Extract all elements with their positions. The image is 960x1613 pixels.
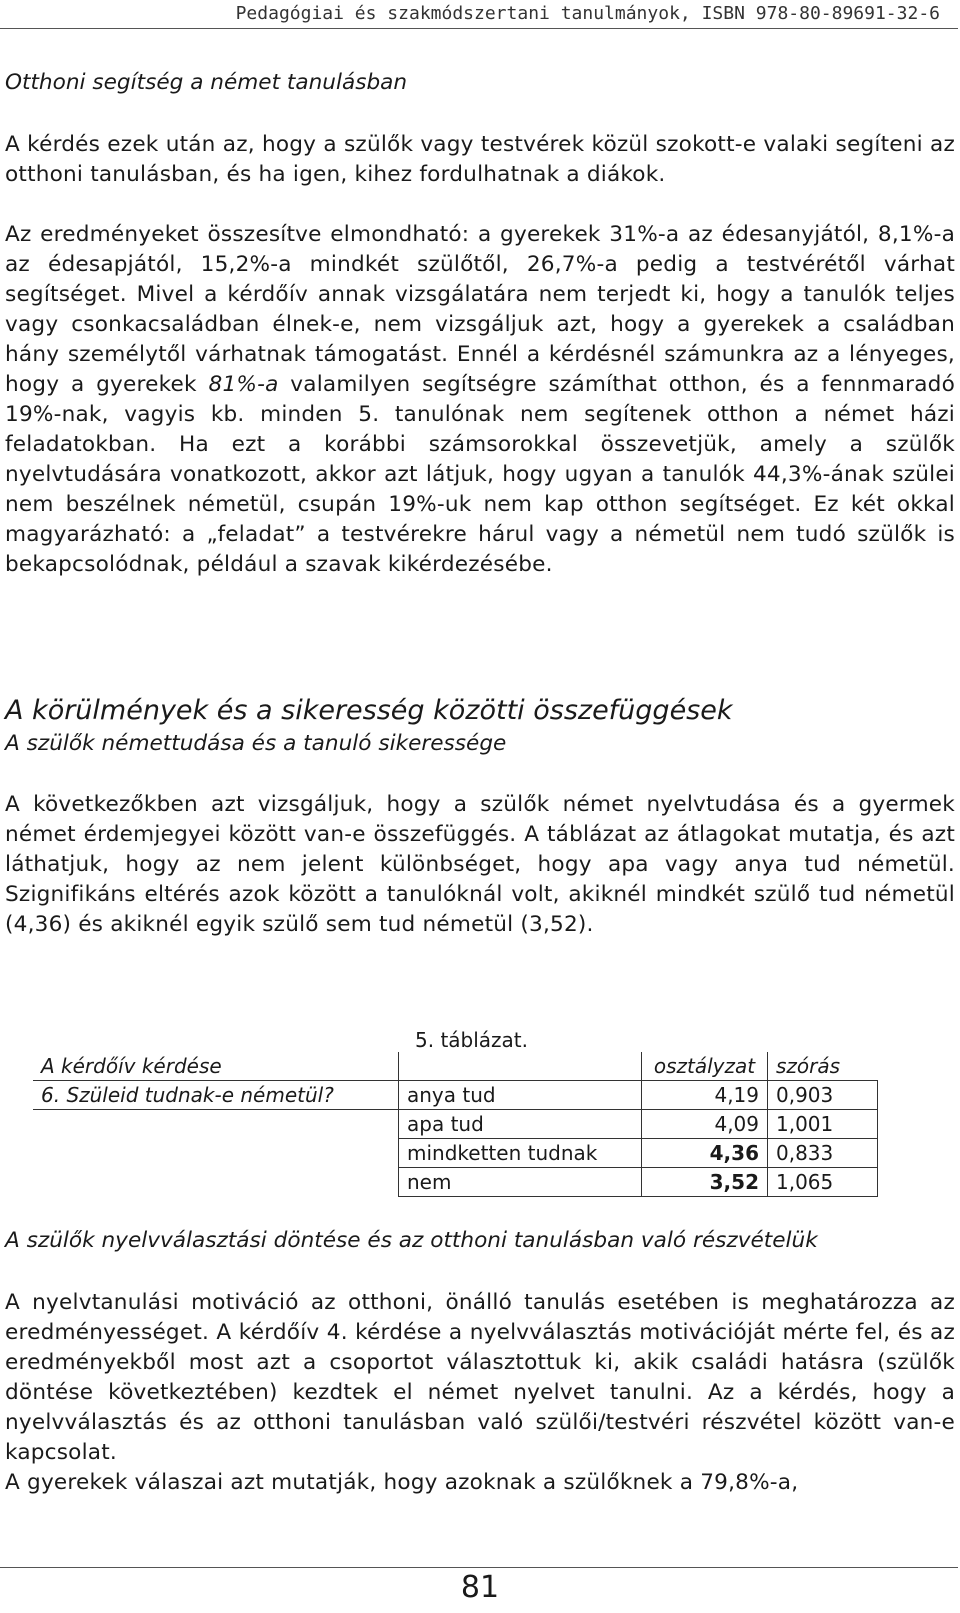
question-cell-empty: [33, 1168, 399, 1197]
paragraph-home-help-results: [5, 220, 955, 580]
header-question: A kérdőív kérdése: [33, 1052, 399, 1081]
row-grade: 4,09: [642, 1110, 768, 1139]
row-sd: 1,001: [768, 1110, 878, 1139]
row-label: anya tud: [399, 1081, 642, 1110]
header-divider: [0, 28, 958, 29]
question-cell: 6. Szüleid tudnak-e németül?: [33, 1081, 399, 1110]
header-grade: osztályzat: [642, 1052, 768, 1081]
table-row: [33, 1110, 878, 1139]
paragraph-home-help-question: A kérdés ezek után az, hogy a szülők vagy testvérek közül szokott-e valaki segíteni az otthoni tanulásban, és ha igen, kihez fordulhatnak a diákok.: [5, 132, 955, 187]
header-blank: [399, 1052, 642, 1081]
subsection-heading-parents-german: A szülők némettudása és a tanuló sikeressége: [5, 731, 507, 756]
table-row: [33, 1168, 878, 1197]
subsection-heading-language-choice: A szülők nyelvválasztási döntése és az otthoni tanulásban való részvételük: [5, 1228, 818, 1253]
page-number: 81: [460, 1570, 500, 1605]
row-sd: 1,065: [768, 1168, 878, 1197]
table-row: [33, 1139, 878, 1168]
grades-table: [33, 1052, 878, 1197]
footer-divider: [0, 1567, 958, 1568]
section-heading-circumstances: A körülmények és a sikeresség közötti összefüggések: [5, 695, 733, 726]
row-grade: 3,52: [642, 1168, 768, 1197]
section-title-home-help: Otthoni segítség a német tanulásban: [5, 70, 408, 95]
table-row: [33, 1081, 878, 1110]
table-caption: 5. táblázat.: [415, 1028, 528, 1052]
paragraph-language-choice-last-line: A gyerekek válaszai azt mutatják, hogy azoknak a szülőknek a 79,8%-a,: [5, 1470, 799, 1495]
row-label: mindketten tudnak: [399, 1139, 642, 1168]
running-title: Pedagógiai és szakmódszertani tanulmányok, ISBN 978-80-89691-32-6: [235, 3, 940, 24]
question-cell-empty: [33, 1110, 399, 1139]
header-sd: szórás: [768, 1052, 878, 1081]
results-highlight: 81%-a: [208, 372, 279, 397]
row-sd: 0,903: [768, 1081, 878, 1110]
results-text-b: valamilyen segítségre számíthat otthon, és a fennmaradó 19%-nak, vagyis kb. minden 5. tanulónak nem segítenek otthon a német házi feladatokban. Ha ezt a korábbi számsorokkal összevetjük, amely a szülők nyelvtudására vonatkozott, akkor azt látjuk, hogy ugyan a tanulók 44,3%-ának szülei nem beszélnek németül, csupán 19%-uk nem kap otthon segítséget. Ez két okkal magyarázható: a „feladat” a testvérekre hárul vagy a németül nem tudó szülők is bekapcsolódnak, például a szavak kikérdezésébe.: [5, 372, 955, 577]
paragraph-language-choice: A nyelvtanulási motiváció az otthoni, önálló tanulás esetében is meghatározza az eredményességet. A kérdőív 4. kérdése a nyelvválasztás motivációját mérte fel, és az eredményekből most azt a csoportot választottuk ki, akik családi hatásra (szülők döntése következtében) kezdtek el német nyelvet tanulni. Az a kérdés, hogy a nyelvválasztás és az otthoni tanulásban való szülői/testvéri részvétel között van-e kapcsolat.: [5, 1290, 955, 1465]
question-cell-empty: [33, 1139, 399, 1168]
row-sd: 0,833: [768, 1139, 878, 1168]
results-text-a: Az eredményeket összesítve elmondható: a gyerekek 31%-a az édesanyjától, 8,1%-a az édesapjától, 15,2%-a mindkét szülőtől, 26,7%-a pedig a testvérétől várhat segítséget. Mivel a kérdőív annak vizsgálatára nem terjedt ki, hogy a tanulók teljes vagy csonkacsaládban élnek-e, nem vizsgáljuk azt, hogy a gyerekek a családban hány személytől várhatnak támogatást. Ennél a kérdésnél számunkra az a lényeges, hogy a gyerekek: [5, 222, 955, 397]
table-header-row: [33, 1052, 878, 1081]
row-label: nem: [399, 1168, 642, 1197]
paragraph-parents-german: A következőkben azt vizsgáljuk, hogy a szülők német nyelvtudása és a gyermek német érdemjegyei között van-e összefüggés. A táblázat az átlagokat mutatja, és azt láthatjuk, hogy az nem jelent különbséget, hogy apa vagy anya tud németül. Szignifikáns eltérés azok között a tanulóknál volt, akiknél mindkét szülő tud németül (4,36) és akiknél egyik szülő sem tud németül (3,52).: [5, 792, 955, 937]
row-label: apa tud: [399, 1110, 642, 1139]
row-grade: 4,19: [642, 1081, 768, 1110]
row-grade: 4,36: [642, 1139, 768, 1168]
